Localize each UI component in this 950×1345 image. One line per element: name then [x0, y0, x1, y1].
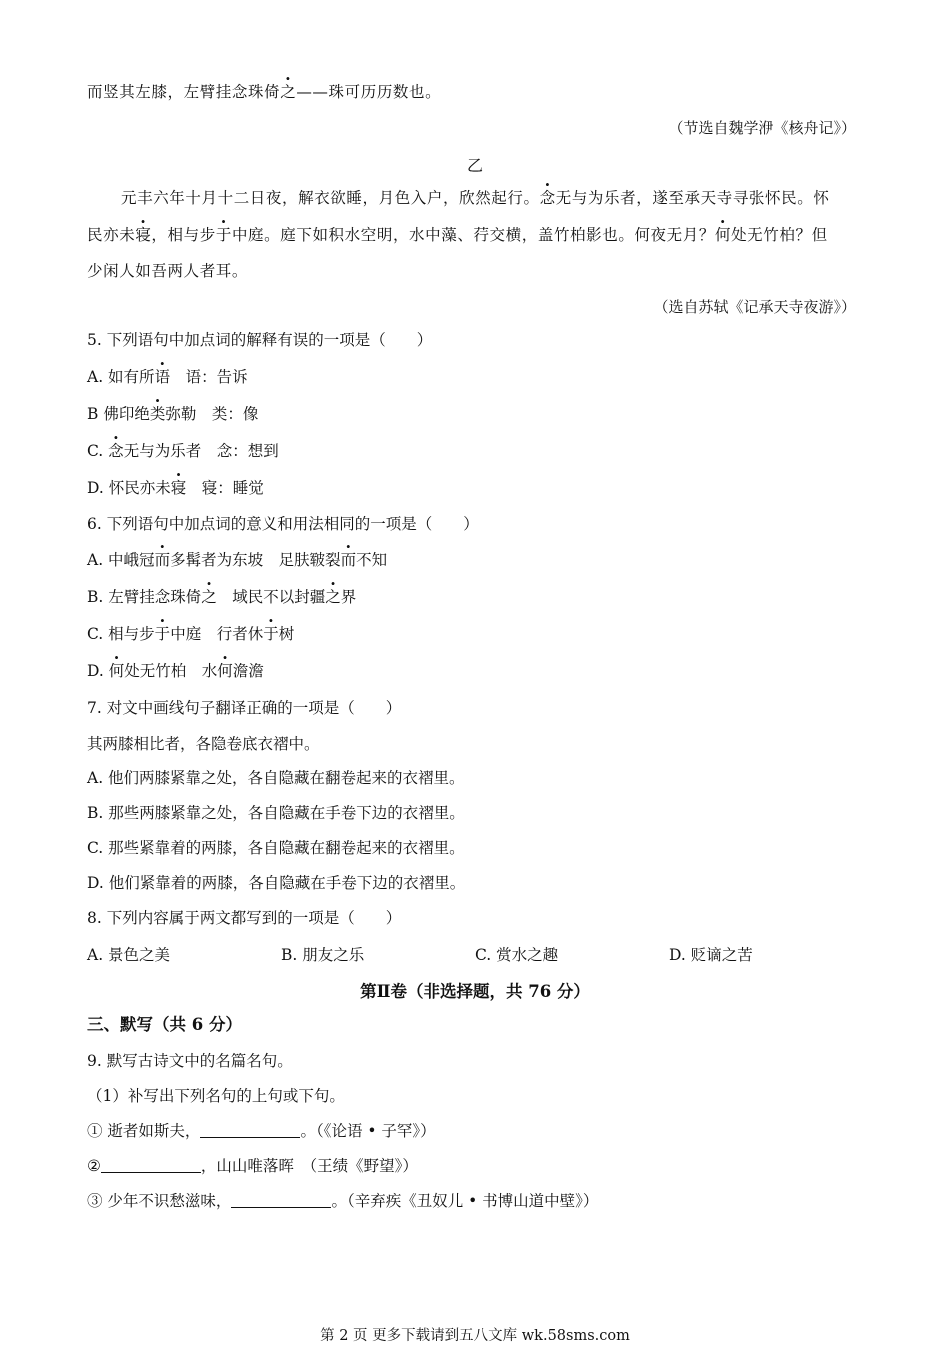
q7-option-a: A. 他们两膝紧靠之处，各自隐藏在翻卷起来的衣褶里。: [87, 769, 465, 787]
q5-option-a: A. 如有所语 语：告诉: [87, 368, 248, 386]
q7-option-b: B. 那些两膝紧靠之处，各自隐藏在手卷下边的衣褶里。: [87, 804, 465, 822]
q6-option-a: A. 中峨冠而多髯者为东坡 足肤皲裂而不知: [87, 551, 388, 569]
source-jia: （节选自魏学洢《核舟记》）: [668, 119, 856, 137]
q9-item-2: ② ，山山唯落晖 （王绩《野望》）: [87, 1157, 418, 1175]
q9-stem: 9. 默写古诗文中的名篇名句。: [87, 1052, 293, 1070]
passage-yi-line-1: 元丰六年十月十二日夜，解衣欲睡，月色入户，欣然起行。念无与为乐者，遂至承天寺寻张怀民。怀: [121, 189, 830, 207]
q5-option-b: B 佛印绝类弥勒 类：像: [87, 405, 259, 423]
page-footer: 第 2 页 更多下载请到五八文库 wk.58sms.com: [320, 1328, 630, 1344]
q5-option-d: D. 怀民亦未寝 寝：睡觉: [87, 479, 264, 497]
q8-option-d: D. 贬谪之苦: [669, 946, 753, 964]
q8-option-b: B. 朋友之乐: [281, 946, 365, 964]
q8-stem: 8. 下列内容属于两文都写到的一项是（ ）: [87, 909, 402, 927]
passage-yi-line-2: 民亦未寝，相与步于中庭。庭下如积水空明，水中藻、荇交横，盖竹柏影也。何夜无月？何处无竹柏？但: [87, 226, 828, 244]
answer-blank[interactable]: [200, 1123, 300, 1138]
q5-stem: 5. 下列语句中加点词的解释有误的一项是（ ）: [87, 331, 433, 349]
q9-item-1: ① 逝者如斯夫， 。（《论语 • 子罕》）: [87, 1122, 436, 1140]
answer-blank[interactable]: [231, 1193, 331, 1208]
q6-option-d: D. 何处无竹柏 水何澹澹: [87, 662, 264, 680]
q5-option-c: C. 念无与为乐者 念：想到: [87, 442, 279, 460]
q6-option-c: C. 相与步于中庭 行者休于树: [87, 625, 295, 643]
q7-option-c: C. 那些紧靠着的两膝，各自隐藏在翻卷起来的衣褶里。: [87, 839, 465, 857]
q6-option-b: B. 左臂挂念珠倚之 域民不以封疆之界: [87, 588, 357, 606]
answer-blank[interactable]: [101, 1158, 201, 1173]
section3-title: 三、默写（共 6 分）: [87, 1015, 242, 1034]
q8-option-a: A. 景色之美: [87, 946, 171, 964]
q7-stem: 7. 对文中画线句子翻译正确的一项是（ ）: [87, 699, 402, 717]
passage-yi-line-3: 少闲人如吾两人者耳。: [87, 262, 249, 280]
q7-option-d: D. 他们紧靠着的两膝，各自隐藏在手卷下边的衣褶里。: [87, 874, 466, 892]
q6-stem: 6. 下列语句中加点词的意义和用法相同的一项是（ ）: [87, 515, 479, 533]
q7-sentence: 其两膝相比者，各隐卷底衣褶中。: [87, 735, 320, 753]
source-yi: （选自苏轼《记承天寺夜游》）: [653, 298, 856, 316]
q9-sub1: （1）补写出下列名句的上句或下句。: [87, 1087, 345, 1105]
passage-jia-last-line: 而竖其左膝，左臂挂念珠倚之——珠可历历数也。: [87, 83, 442, 101]
q8-option-c: C. 赏水之趣: [475, 946, 559, 964]
label-yi: 乙: [466, 156, 483, 175]
q9-item-3: ③ 少年不识愁滋味， 。（辛弃疾《丑奴儿 • 书博山道中壁》）: [87, 1192, 599, 1210]
part2-title: 第Ⅱ卷（非选择题，共 76 分）: [360, 982, 590, 1001]
